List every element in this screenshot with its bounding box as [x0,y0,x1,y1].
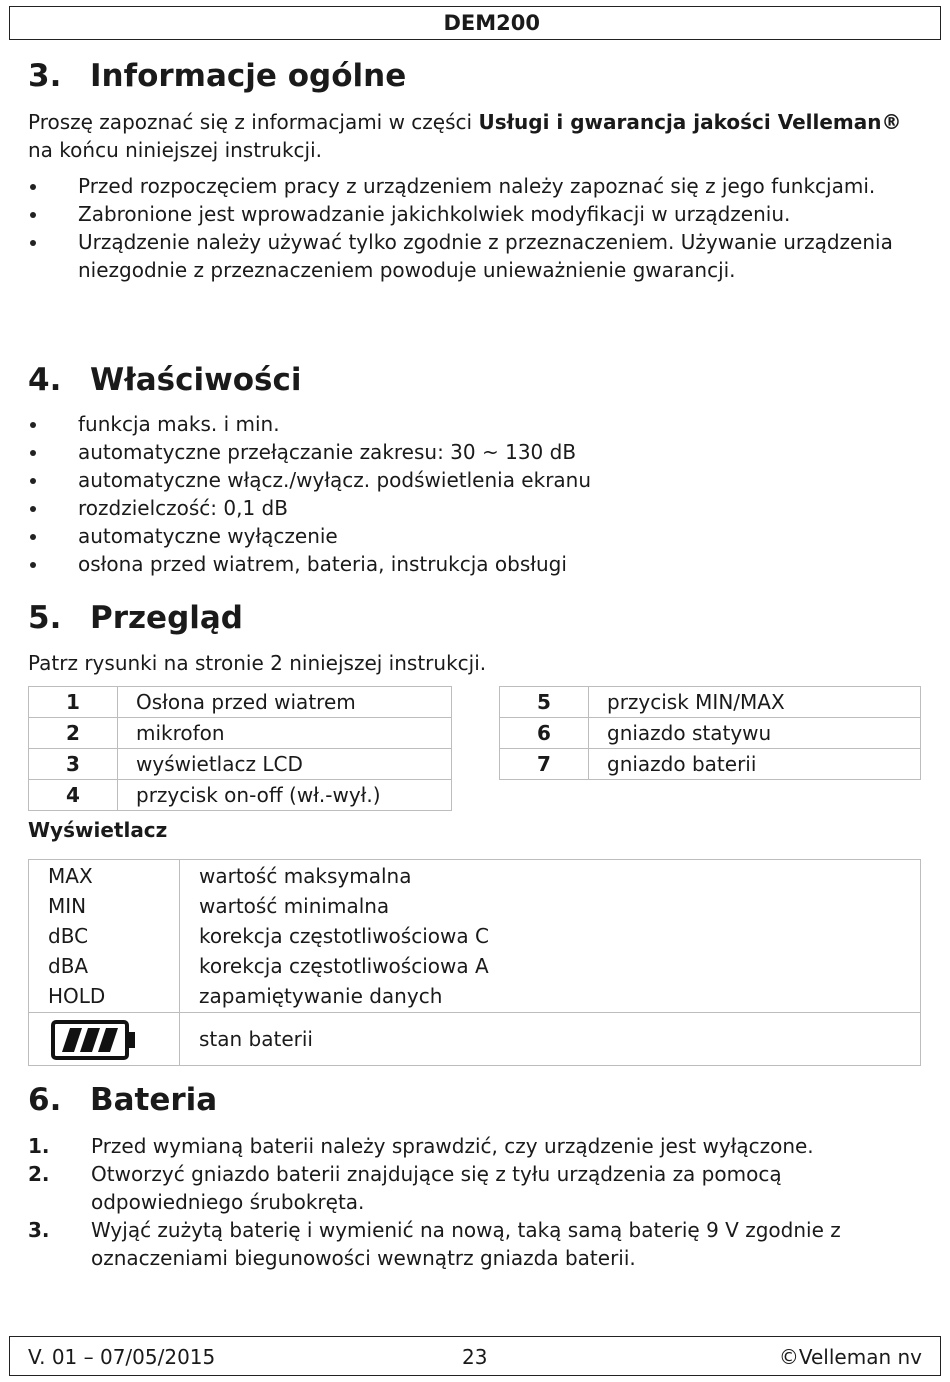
display-description: wartość maksymalna [199,864,412,888]
section-number: 6. [28,1082,62,1118]
display-symbol: dBC [48,924,89,948]
section-3-bullets [28,172,908,284]
list-item: funkcja maks. i min. [28,410,908,438]
display-symbol-list [29,860,180,1013]
intro-bold-text: Usługi i gwarancja jakości Velleman® [478,110,902,134]
list-item [28,1216,908,1272]
battery-icon [51,1020,137,1060]
list-item: rozdzielczość: 0,1 dB [28,494,908,522]
display-symbol: dBA [48,954,89,978]
display-description: korekcja częstotliwościowa A [199,954,489,978]
battery-description: stan baterii [180,1013,921,1066]
table-row [500,749,921,780]
part-label: wyświetlacz LCD [118,749,452,780]
table-row [29,860,921,1013]
version-info: V. 01 – 07/05/2015 [28,1345,216,1369]
page-header [9,6,941,40]
part-number: 1 [29,687,118,718]
table-row [500,687,921,718]
table-row [29,749,452,780]
intro-text-end: na końcu niniejszej instrukcji. [28,138,323,162]
list-item: automatyczne włącz./wyłącz. podświetlenia ekranu [28,466,908,494]
list-item: automatyczne wyłączenie [28,522,908,550]
part-label: Osłona przed wiatrem [118,687,452,718]
section-number: 3. [28,58,62,94]
display-description: zapamiętywanie danych [199,984,443,1008]
part-label: gniazdo baterii [589,749,921,780]
step-text: Otworzyć gniazdo baterii znajdujące się z tyłu urządzenia za pomocą odpowiedniego śrubokręta. [91,1162,782,1214]
part-number: 4 [29,780,118,811]
display-heading: Wyświetlacz [28,818,168,842]
display-table [28,859,921,1066]
display-description-list [180,860,921,1013]
section-title: Informacje ogólne [90,58,407,94]
step-number: 1. [28,1134,50,1158]
section-4-bullets [28,410,908,578]
part-label: przycisk on-off (wł.-wył.) [118,780,452,811]
table-row [29,1013,921,1066]
part-label: gniazdo statywu [589,718,921,749]
part-number: 6 [500,718,589,749]
table-row [29,687,452,718]
table-row [29,718,452,749]
display-symbol: MIN [48,894,87,918]
display-symbol: HOLD [48,984,106,1008]
page-footer [9,1336,941,1376]
battery-steps [28,1132,908,1272]
parts-table-right [499,686,921,780]
section-title: Przegląd [90,600,244,636]
display-symbol: MAX [48,864,93,888]
section-title: Właściwości [90,362,302,398]
display-description: korekcja częstotliwościowa C [199,924,489,948]
parts-table-left [28,686,452,811]
step-text: Przed wymianą baterii należy sprawdzić, czy urządzenie jest wyłączone. [91,1134,814,1158]
part-number: 2 [29,718,118,749]
display-description: wartość minimalna [199,894,390,918]
section-5-intro: Patrz rysunki na stronie 2 niniejszej instrukcji. [28,651,487,675]
copyright: ©Velleman nv [778,1345,922,1369]
list-item [28,1160,908,1216]
section-title: Bateria [90,1082,218,1118]
page-number: 23 [462,1345,488,1369]
section-3-heading [28,58,406,94]
step-text: Wyjąć zużytą baterię i wymienić na nową, taką samą baterię 9 V zgodnie z oznaczeniami biegunowości wewnątrz gniazda baterii. [91,1218,841,1270]
list-item: Urządzenie należy używać tylko zgodnie z przeznaczeniem. Używanie urządzenia niezgodnie z przeznaczeniem powoduje unieważnienie gwarancji. [28,228,908,284]
intro-text: Proszę zapoznać się z informacjami w części [28,110,479,134]
list-item [28,1132,908,1160]
battery-symbol-cell [29,1013,180,1066]
step-number: 3. [28,1218,50,1242]
step-number: 2. [28,1162,50,1186]
part-number: 7 [500,749,589,780]
section-6-heading [28,1082,217,1118]
table-row [29,780,452,811]
model-name: DEM200 [443,11,540,35]
table-row [500,718,921,749]
part-label: przycisk MIN/MAX [589,687,921,718]
part-number: 5 [500,687,589,718]
section-4-heading [28,362,301,398]
list-item: Przed rozpoczęciem pracy z urządzeniem należy zapoznać się z jego funkcjami. [28,172,908,200]
section-number: 4. [28,362,62,398]
list-item: Zabronione jest wprowadzanie jakichkolwiek modyfikacji w urządzeniu. [28,200,908,228]
section-5-heading [28,600,243,636]
list-item: automatyczne przełączanie zakresu: 30 ~ 130 dB [28,438,908,466]
section-number: 5. [28,600,62,636]
section-3-intro [28,108,908,164]
list-item: osłona przed wiatrem, bateria, instrukcja obsługi [28,550,908,578]
part-number: 3 [29,749,118,780]
part-label: mikrofon [118,718,452,749]
